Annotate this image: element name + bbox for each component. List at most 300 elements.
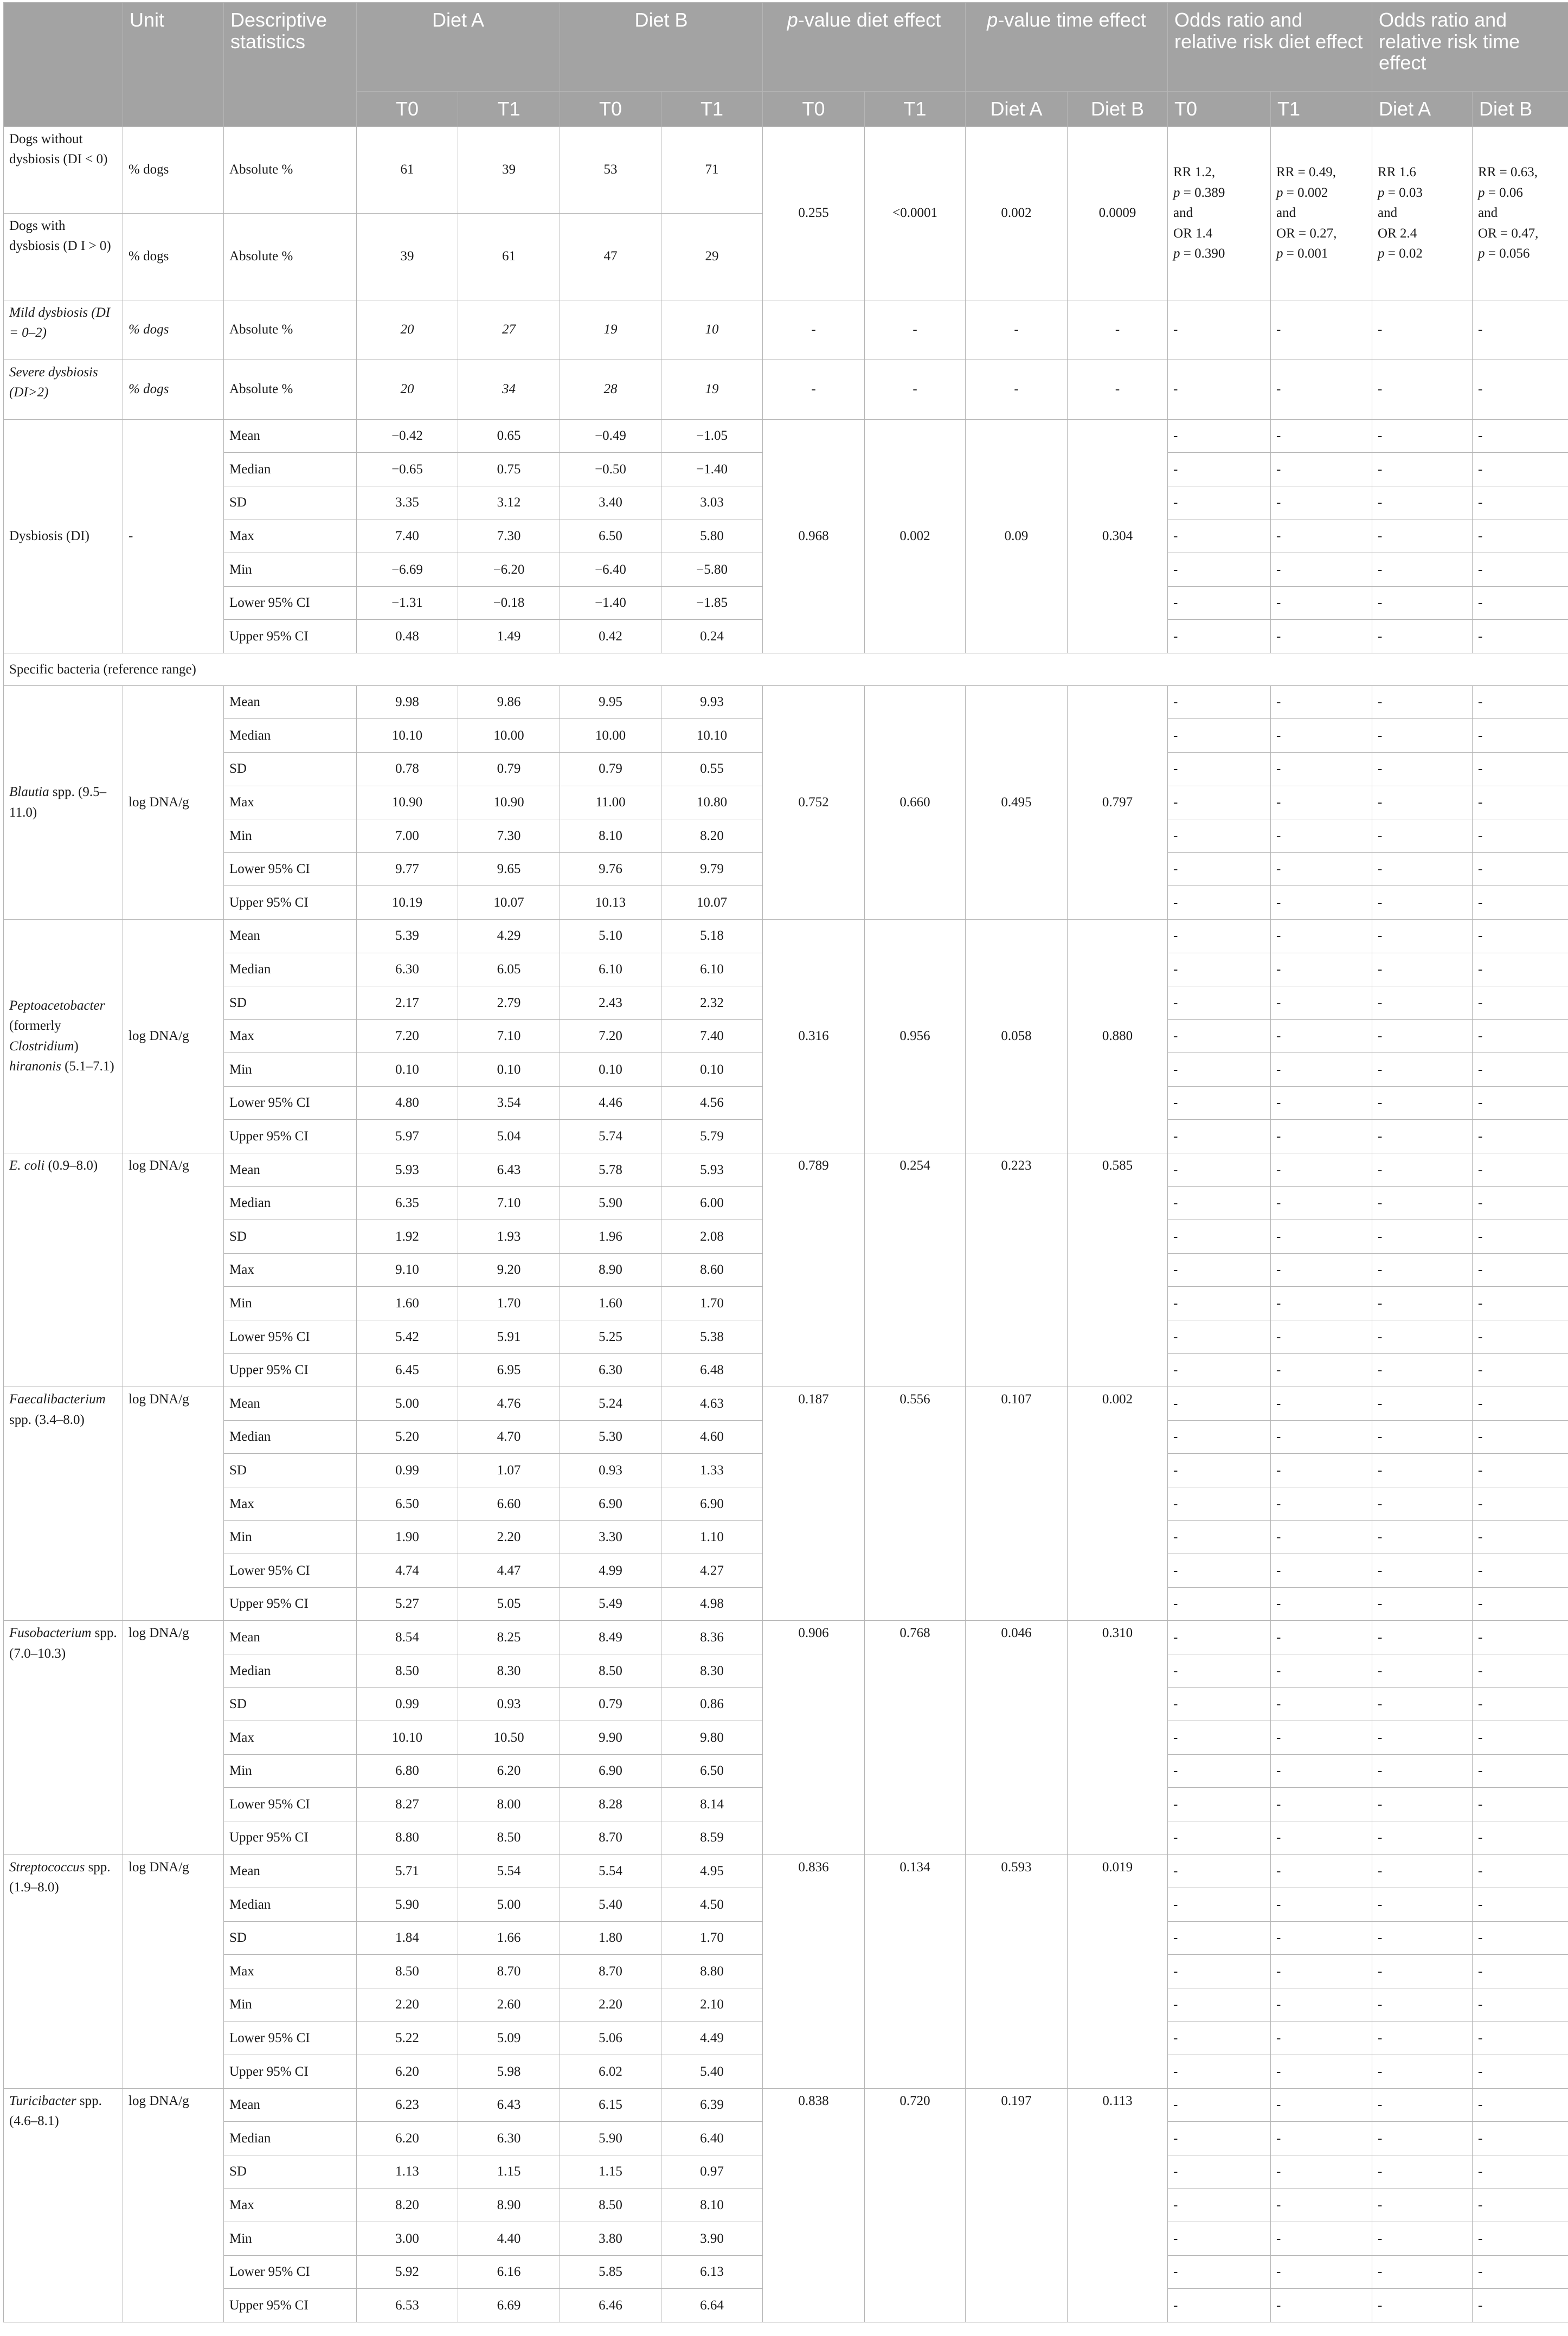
value-cell: 5.80 xyxy=(661,519,763,553)
or-rr-line: and xyxy=(1478,203,1565,223)
dash-cell: - xyxy=(1372,453,1473,486)
value-cell: 5.00 xyxy=(458,1888,560,1922)
value-cell: 4.74 xyxy=(357,1554,458,1588)
value-cell: 0.10 xyxy=(357,1053,458,1087)
stat-label: Max xyxy=(224,1487,357,1521)
value-cell: −5.80 xyxy=(661,553,763,586)
value-cell: 5.04 xyxy=(458,1120,560,1153)
value-cell: 10.90 xyxy=(357,786,458,819)
sub-diet-a-t1: T1 xyxy=(458,92,560,127)
stat-label: Lower 95% CI xyxy=(224,1788,357,1821)
dash-cell: - xyxy=(1271,419,1372,453)
value-cell: 8.60 xyxy=(661,1253,763,1287)
dash-cell: - xyxy=(1168,1353,1271,1387)
dash-cell: - xyxy=(1473,553,1568,586)
dash-cell: - xyxy=(1168,2189,1271,2222)
stat-label: Max xyxy=(224,2189,357,2222)
or-rr-line: RR 1.6 xyxy=(1378,162,1467,183)
value-cell: 4.40 xyxy=(458,2222,560,2256)
value-cell: 0.42 xyxy=(560,620,661,653)
stat-label: SD xyxy=(224,1220,357,1254)
value-cell: 20 xyxy=(357,300,458,360)
value-cell: 1.84 xyxy=(357,1921,458,1955)
value-cell: 10 xyxy=(661,300,763,360)
dash-cell: - xyxy=(1372,1554,1473,1588)
dash-cell: - xyxy=(1168,1454,1271,1487)
or-rr-line: RR 1.2, xyxy=(1173,162,1265,183)
or-diet-t0 xyxy=(1168,126,1271,300)
dash-cell: - xyxy=(1473,1554,1568,1588)
dash-cell: - xyxy=(1271,1888,1372,1922)
value-cell: 11.00 xyxy=(560,786,661,819)
dash-cell: - xyxy=(1168,1587,1271,1621)
p-diet-t1: 0.768 xyxy=(865,1621,966,1854)
value-cell: −6.20 xyxy=(458,553,560,586)
stat-label: Upper 95% CI xyxy=(224,1120,357,1153)
value-cell: 5.71 xyxy=(357,1854,458,1888)
dash-cell: - xyxy=(1473,1854,1568,1888)
value-cell: 3.35 xyxy=(357,486,458,519)
or-rr-line: p = 0.390 xyxy=(1173,243,1265,264)
value-cell: 6.39 xyxy=(661,2088,763,2122)
dash-cell: - xyxy=(1473,486,1568,519)
or-rr-line: p = 0.03 xyxy=(1378,183,1467,203)
dash-cell: - xyxy=(1473,1120,1568,1153)
dash-cell: - xyxy=(1473,1754,1568,1788)
value-cell: 5.54 xyxy=(560,1854,661,1888)
row-dogs-without-dysbiosis xyxy=(4,126,1568,213)
dash-cell: - xyxy=(1372,1153,1473,1187)
stat-label: Median xyxy=(224,453,357,486)
header-or-rr-time-effect: Odds ratio and relative risk time effect xyxy=(1372,3,1568,92)
dash-cell: - xyxy=(1372,1520,1473,1554)
value-cell: 2.20 xyxy=(357,1988,458,2021)
stat-label: Median xyxy=(224,719,357,753)
value-cell: 8.36 xyxy=(661,1621,763,1654)
value-cell: 4.76 xyxy=(458,1387,560,1421)
value-cell: 5.85 xyxy=(560,2255,661,2289)
stat-label: Mean xyxy=(224,919,357,953)
stat-label: Max xyxy=(224,1721,357,1755)
dash-cell: - xyxy=(1473,1153,1568,1187)
value-cell: 9.93 xyxy=(661,685,763,719)
header-diet-b: Diet B xyxy=(560,3,763,92)
dash-cell: - xyxy=(1473,620,1568,653)
dash-cell: - xyxy=(1372,360,1473,419)
dash-cell: - xyxy=(1372,1487,1473,1521)
stat-label: Max xyxy=(224,786,357,819)
bacteria-name xyxy=(4,1387,123,1621)
p-time-diet-a: 0.495 xyxy=(966,685,1068,919)
dash-cell: - xyxy=(1473,2055,1568,2089)
dash-cell: - xyxy=(1372,1854,1473,1888)
dash-cell: - xyxy=(1271,2189,1372,2222)
stat-label: Median xyxy=(224,1654,357,1687)
dash-cell: - xyxy=(1372,1687,1473,1721)
dash-cell: - xyxy=(1168,1821,1271,1854)
value-cell: 6.50 xyxy=(357,1487,458,1521)
value-cell: −6.40 xyxy=(560,553,661,586)
unit-cell: log DNA/g xyxy=(123,685,224,919)
value-cell: 47 xyxy=(560,213,661,300)
dash-cell: - xyxy=(1168,360,1271,419)
value-cell: 3.03 xyxy=(661,486,763,519)
dash-cell: - xyxy=(1372,1053,1473,1087)
dash-cell: - xyxy=(865,300,966,360)
stat-label: Min xyxy=(224,553,357,586)
dash-cell: - xyxy=(1168,486,1271,519)
value-cell: 9.77 xyxy=(357,852,458,886)
dash-cell: - xyxy=(1168,2155,1271,2189)
value-cell: 3.12 xyxy=(458,486,560,519)
stat-label: Min xyxy=(224,1988,357,2021)
value-cell: 10.19 xyxy=(357,886,458,920)
value-cell: 6.69 xyxy=(458,2289,560,2322)
dash-cell: - xyxy=(1372,1086,1473,1120)
value-cell: 5.24 xyxy=(560,1387,661,1421)
value-cell: 19 xyxy=(661,360,763,419)
taxon-text: spp. (7.0–10.3) xyxy=(9,1626,117,1661)
p-time-diet-a: 0.058 xyxy=(966,919,1068,1153)
dash-cell: - xyxy=(1271,1287,1372,1320)
dash-cell: - xyxy=(1168,1019,1271,1053)
p-diet-t0: 0.316 xyxy=(763,919,865,1153)
stat-label: Min xyxy=(224,1287,357,1320)
value-cell: −6.69 xyxy=(357,553,458,586)
value-cell: 0.86 xyxy=(661,1687,763,1721)
dash-cell: - xyxy=(1372,719,1473,753)
dash-cell: - xyxy=(1271,2122,1372,2155)
dash-cell: - xyxy=(1473,1086,1568,1120)
dash-cell: - xyxy=(1473,1721,1568,1755)
value-cell: 6.00 xyxy=(661,1186,763,1220)
value-cell: 0.99 xyxy=(357,1687,458,1721)
label-dogs-with: Dogs with dysbiosis (D I > 0) xyxy=(4,213,123,300)
stat-cell: Absolute % xyxy=(224,360,357,419)
stat-label: Min xyxy=(224,1520,357,1554)
value-cell: 6.90 xyxy=(661,1487,763,1521)
value-cell: 1.60 xyxy=(560,1287,661,1320)
p-time-diet-a: 0.593 xyxy=(966,1854,1068,2088)
stat-label: Mean xyxy=(224,1621,357,1654)
p-diet-t0: 0.187 xyxy=(763,1387,865,1621)
value-cell: 8.54 xyxy=(357,1621,458,1654)
or-rr-line: OR = 0.27, xyxy=(1276,223,1366,244)
dash-cell: - xyxy=(1271,1587,1372,1621)
dash-cell: - xyxy=(1372,1821,1473,1854)
value-cell: 5.40 xyxy=(560,1888,661,1922)
label-dysbiosis-index: Dysbiosis (DI) xyxy=(4,419,123,653)
dash-cell: - xyxy=(1473,1387,1568,1421)
dash-cell: - xyxy=(1168,620,1271,653)
p-diet-t1: <0.0001 xyxy=(865,126,966,300)
value-cell: 6.64 xyxy=(661,2289,763,2322)
value-cell: 5.78 xyxy=(560,1153,661,1187)
value-cell: 7.40 xyxy=(661,1019,763,1053)
value-cell: 0.93 xyxy=(560,1454,661,1487)
value-cell: 1.70 xyxy=(458,1287,560,1320)
dash-cell: - xyxy=(1168,1754,1271,1788)
dash-cell: - xyxy=(1271,1921,1372,1955)
stat-label: Max xyxy=(224,1019,357,1053)
value-cell: 0.24 xyxy=(661,620,763,653)
value-cell: 10.80 xyxy=(661,786,763,819)
value-cell: 8.10 xyxy=(560,819,661,853)
value-cell: 9.65 xyxy=(458,852,560,886)
unit-cell: log DNA/g xyxy=(123,2088,224,2322)
dash-cell: - xyxy=(1168,2289,1271,2322)
value-cell: 4.80 xyxy=(357,1086,458,1120)
value-cell: 6.20 xyxy=(357,2122,458,2155)
stat-label: Upper 95% CI xyxy=(224,1821,357,1854)
taxon-italic: Faecalibacterium xyxy=(9,1392,106,1407)
value-cell: 0.55 xyxy=(661,752,763,786)
value-cell: 9.79 xyxy=(661,852,763,886)
unit-cell: log DNA/g xyxy=(123,919,224,1153)
header-p-diet-suffix: -value diet effect xyxy=(798,9,941,31)
taxon-italic: Peptoacetobacter xyxy=(9,998,105,1013)
value-cell: 5.22 xyxy=(357,2021,458,2055)
dash-cell: - xyxy=(1271,1019,1372,1053)
dash-cell: - xyxy=(1473,1921,1568,1955)
value-cell: 4.49 xyxy=(661,2021,763,2055)
dash-cell: - xyxy=(1271,553,1372,586)
value-cell: 61 xyxy=(357,126,458,213)
dash-cell: - xyxy=(1168,2021,1271,2055)
dash-cell: - xyxy=(1473,360,1568,419)
row-mild-dysbiosis xyxy=(4,300,1568,360)
value-cell: 4.46 xyxy=(560,1086,661,1120)
unit-cell: % dogs xyxy=(123,360,224,419)
header-diet-a: Diet A xyxy=(357,3,560,92)
value-cell: 8.10 xyxy=(661,2189,763,2222)
taxon-italic: Turicibacter xyxy=(9,2094,76,2108)
header-p-value-diet-effect xyxy=(763,3,966,92)
dash-cell: - xyxy=(1372,1621,1473,1654)
value-cell: 6.30 xyxy=(560,1353,661,1387)
dash-cell: - xyxy=(1271,1554,1372,1588)
stat-label: Upper 95% CI xyxy=(224,886,357,920)
dash-cell: - xyxy=(1372,1788,1473,1821)
value-cell: 3.00 xyxy=(357,2222,458,2256)
value-cell: 0.10 xyxy=(458,1053,560,1087)
dash-cell: - xyxy=(1473,2155,1568,2189)
stat-label: Median xyxy=(224,1186,357,1220)
dash-cell: - xyxy=(1271,1520,1372,1554)
dash-cell: - xyxy=(1168,1554,1271,1588)
dash-cell: - xyxy=(1372,1654,1473,1687)
value-cell: 8.50 xyxy=(458,1821,560,1854)
dash-cell: - xyxy=(1473,919,1568,953)
value-cell: 6.02 xyxy=(560,2055,661,2089)
table-header xyxy=(4,3,1568,127)
dash-cell: - xyxy=(1068,300,1168,360)
value-cell: 2.32 xyxy=(661,986,763,1020)
stat-label: Min xyxy=(224,819,357,853)
value-cell: 10.00 xyxy=(560,719,661,753)
bacteria-row xyxy=(4,1387,1568,1421)
value-cell: 5.25 xyxy=(560,1320,661,1354)
dash-cell: - xyxy=(1473,2222,1568,2256)
value-cell: 6.30 xyxy=(458,2122,560,2155)
dash-cell: - xyxy=(1168,919,1271,953)
stat-label: SD xyxy=(224,2155,357,2189)
stat-label: Median xyxy=(224,953,357,986)
dash-cell: - xyxy=(1372,586,1473,620)
dash-cell: - xyxy=(1271,2222,1372,2256)
value-cell: 8.20 xyxy=(661,819,763,853)
bacteria-name xyxy=(4,1854,123,2088)
dash-cell: - xyxy=(1168,2222,1271,2256)
value-cell: −1.05 xyxy=(661,419,763,453)
value-cell: 0.10 xyxy=(560,1053,661,1087)
p-time-diet-b: 0.797 xyxy=(1068,685,1168,919)
value-cell: 5.27 xyxy=(357,1587,458,1621)
value-cell: 1.66 xyxy=(458,1921,560,1955)
dash-cell: - xyxy=(1168,1487,1271,1521)
value-cell: 5.90 xyxy=(357,1888,458,1922)
dash-cell: - xyxy=(1168,1687,1271,1721)
dash-cell: - xyxy=(1168,2088,1271,2122)
dash-cell: - xyxy=(1168,419,1271,453)
dash-cell: - xyxy=(1271,519,1372,553)
value-cell: 6.20 xyxy=(458,1754,560,1788)
p-italic: p xyxy=(787,9,798,31)
dash-cell: - xyxy=(1168,300,1271,360)
label-mild-dysbiosis: Mild dysbiosis (DI = 0–2) xyxy=(4,300,123,360)
dash-cell: - xyxy=(1271,1487,1372,1521)
p-diet-t1: 0.956 xyxy=(865,919,966,1153)
bacteria-row xyxy=(4,919,1568,953)
dash-cell: - xyxy=(1473,719,1568,753)
or-rr-line: p = 0.02 xyxy=(1378,243,1467,264)
value-cell: −0.50 xyxy=(560,453,661,486)
dash-cell: - xyxy=(1473,1253,1568,1287)
taxon-text: (5.1–7.1) xyxy=(61,1059,114,1074)
value-cell: 1.15 xyxy=(458,2155,560,2189)
dash-cell: - xyxy=(1068,360,1168,419)
dash-cell: - xyxy=(1271,1253,1372,1287)
dash-cell: - xyxy=(1473,453,1568,486)
value-cell: 5.97 xyxy=(357,1120,458,1153)
value-cell: 8.30 xyxy=(458,1654,560,1687)
value-cell: 5.90 xyxy=(560,2122,661,2155)
dash-cell: - xyxy=(1271,2155,1372,2189)
header-unit: Unit xyxy=(123,3,224,127)
dash-cell: - xyxy=(1372,1120,1473,1153)
dash-cell: - xyxy=(1473,1186,1568,1220)
dash-cell: - xyxy=(1473,1487,1568,1521)
dash-cell: - xyxy=(1372,1420,1473,1454)
value-cell: 8.70 xyxy=(560,1821,661,1854)
dash-cell: - xyxy=(1473,685,1568,719)
value-cell: −0.49 xyxy=(560,419,661,453)
taxon-italic: Clostridium xyxy=(9,1039,74,1054)
value-cell: 5.10 xyxy=(560,919,661,953)
value-cell: 0.65 xyxy=(458,419,560,453)
value-cell: 8.59 xyxy=(661,1821,763,1854)
dash-cell: - xyxy=(1473,1888,1568,1922)
or-rr-line: OR 1.4 xyxy=(1173,223,1265,244)
or-rr-line: p = 0.389 xyxy=(1173,183,1265,203)
p-time-diet-a: 0.09 xyxy=(966,419,1068,653)
taxon-italic: hiranonis xyxy=(9,1059,61,1074)
dash-cell: - xyxy=(1271,1454,1372,1487)
dash-cell: - xyxy=(1473,300,1568,360)
value-cell: 8.70 xyxy=(458,1955,560,1988)
dash-cell: - xyxy=(1168,1955,1271,1988)
dash-cell: - xyxy=(1168,852,1271,886)
value-cell: 0.99 xyxy=(357,1454,458,1487)
dash-cell: - xyxy=(1271,1654,1372,1687)
value-cell: 10.00 xyxy=(458,719,560,753)
stat-label: Max xyxy=(224,1253,357,1287)
dash-cell: - xyxy=(1372,1387,1473,1421)
dash-cell: - xyxy=(1271,453,1372,486)
dash-cell: - xyxy=(1372,2255,1473,2289)
value-cell: 10.07 xyxy=(661,886,763,920)
or-rr-line: and xyxy=(1173,203,1265,223)
header-blank xyxy=(4,3,123,127)
value-cell: 5.30 xyxy=(560,1420,661,1454)
bacteria-name xyxy=(4,1621,123,1854)
dash-cell: - xyxy=(1473,1420,1568,1454)
dash-cell: - xyxy=(1168,752,1271,786)
dash-cell: - xyxy=(1372,2055,1473,2089)
dash-cell: - xyxy=(1473,1353,1568,1387)
stat-label: Upper 95% CI xyxy=(224,1353,357,1387)
stat-label: Upper 95% CI xyxy=(224,2289,357,2322)
or-rr-line: OR = 0.47, xyxy=(1478,223,1565,244)
value-cell: 0.97 xyxy=(661,2155,763,2189)
taxon-text: spp. (1.9–8.0) xyxy=(9,1860,111,1895)
value-cell: 10.10 xyxy=(357,1721,458,1755)
sub-diet-b-t0: T0 xyxy=(560,92,661,127)
value-cell: 7.10 xyxy=(458,1019,560,1053)
value-cell: 2.43 xyxy=(560,986,661,1020)
value-cell: 6.90 xyxy=(560,1487,661,1521)
or-time-diet-b xyxy=(1473,126,1568,300)
value-cell: 4.47 xyxy=(458,1554,560,1588)
value-cell: 8.27 xyxy=(357,1788,458,1821)
value-cell: 39 xyxy=(357,213,458,300)
value-cell: 10.10 xyxy=(357,719,458,753)
dash-cell: - xyxy=(1168,1120,1271,1153)
value-cell: 61 xyxy=(458,213,560,300)
value-cell: 7.10 xyxy=(458,1186,560,1220)
value-cell: 9.80 xyxy=(661,1721,763,1755)
value-cell: 9.76 xyxy=(560,852,661,886)
stat-cell: Absolute % xyxy=(224,126,357,213)
dash-cell: - xyxy=(1372,819,1473,853)
value-cell: 2.79 xyxy=(458,986,560,1020)
dash-cell: - xyxy=(1372,519,1473,553)
value-cell: 8.50 xyxy=(560,2189,661,2222)
dash-cell: - xyxy=(1473,752,1568,786)
value-cell: 6.50 xyxy=(560,519,661,553)
dash-cell: - xyxy=(1473,2189,1568,2222)
stat-label: Min xyxy=(224,1053,357,1087)
value-cell: 9.98 xyxy=(357,685,458,719)
dash-cell: - xyxy=(1473,1955,1568,1988)
value-cell: 8.50 xyxy=(357,1955,458,1988)
value-cell: 3.40 xyxy=(560,486,661,519)
unit-cell: log DNA/g xyxy=(123,1854,224,2088)
dash-cell: - xyxy=(1168,1420,1271,1454)
p-time-diet-a: 0.223 xyxy=(966,1153,1068,1387)
dash-cell: - xyxy=(1271,360,1372,419)
dash-cell: - xyxy=(1372,620,1473,653)
